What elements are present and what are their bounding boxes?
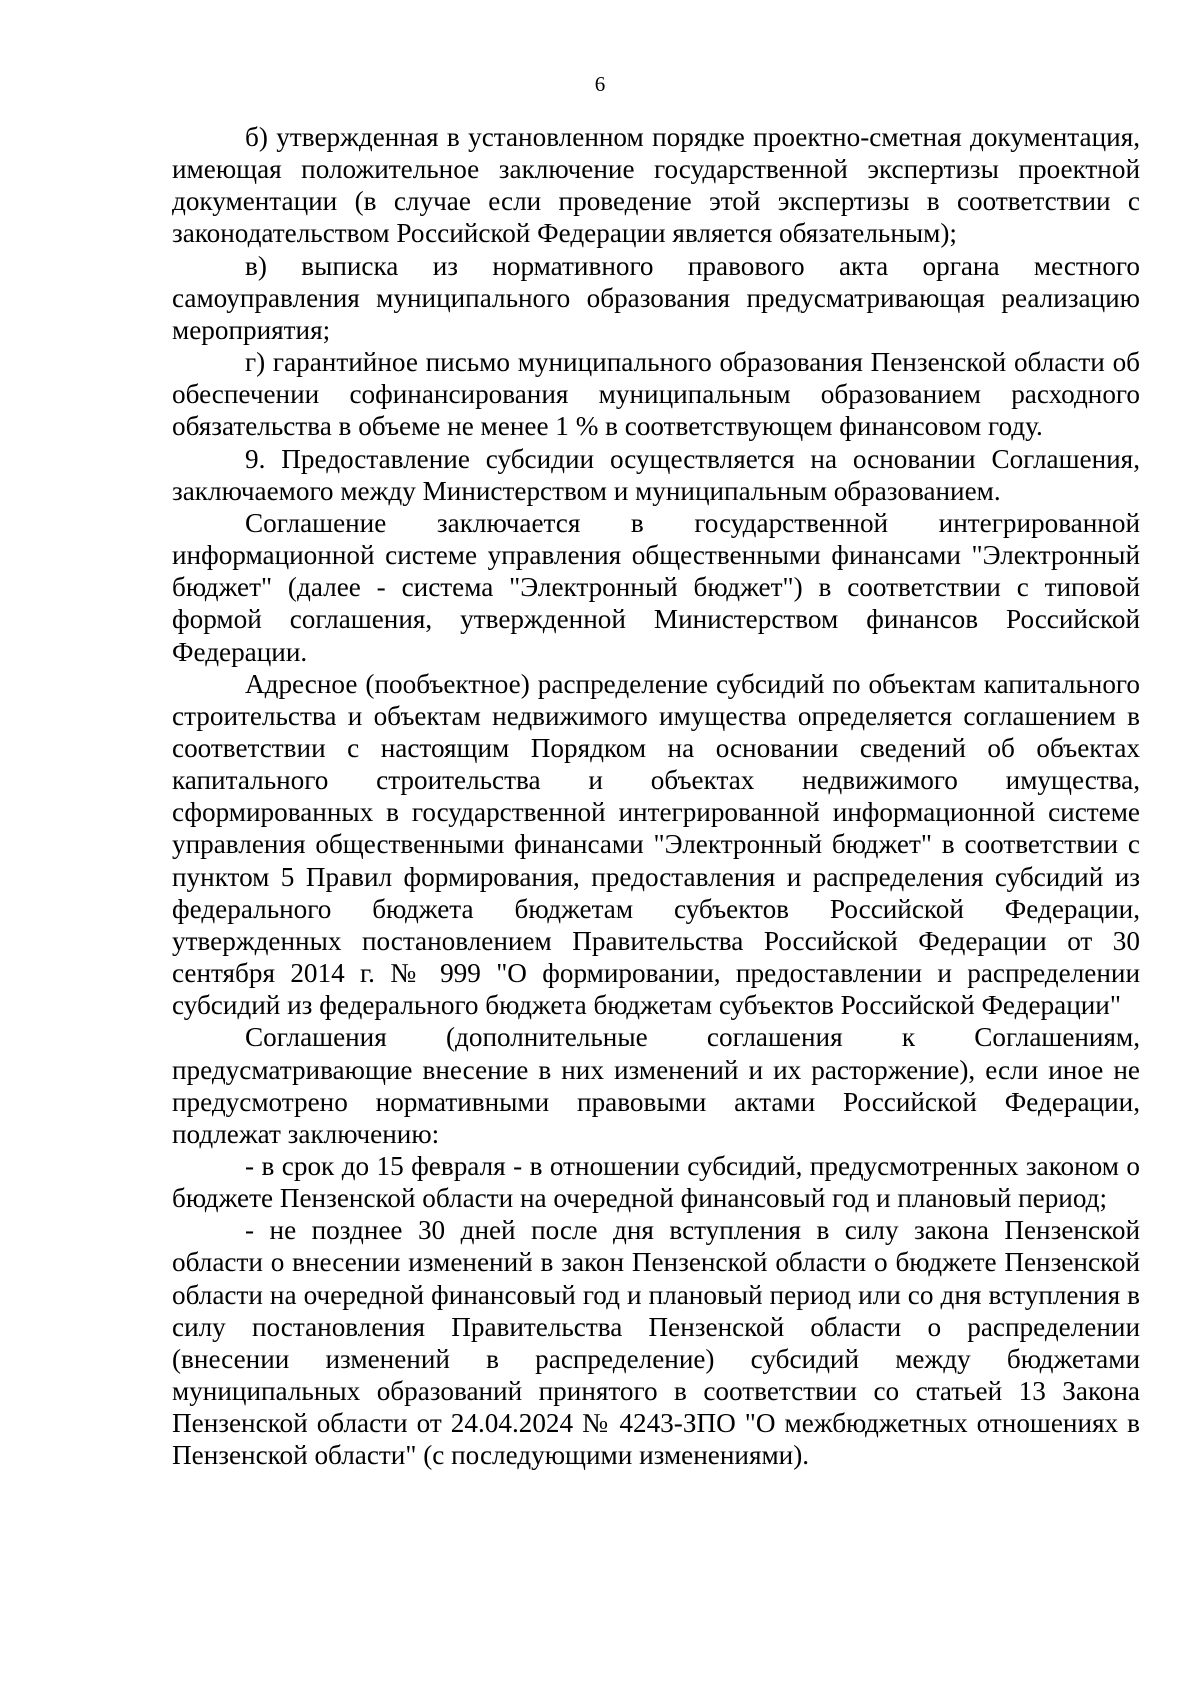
paragraph-item-g: г) гарантийное письмо муниципального образования Пензенской области об обеспечении софинансирования муниципальным образованием расходного обязательства в объеме не менее 1 % в соответствующем финансовом году. bbox=[172, 347, 1140, 442]
page-number: 6 bbox=[594, 72, 606, 96]
paragraph-agreement-system: Соглашение заключается в государственной интегрированной информационной системе управления общественными финансами "Электронный бюджет" (далее - система "Электронный бюджет") в соответствии с типовой формой соглашения, утвержденной Министерством финансов Российской Федерации. bbox=[172, 507, 1140, 667]
document-body bbox=[172, 121, 1140, 1472]
paragraph-item-b: б) утвержденная в установленном порядке проектно-сметная документация, имеющая положительное заключение государственной экспертизы проектной документации (в случае если проведение этой экспертизы в соответствии с законодательством Российской Федерации является обязательным); bbox=[172, 122, 1140, 249]
paragraph-deadline-30-days: - не позднее 30 дней после дня вступления в силу закона Пензенской области о внесении изменений в закон Пензенской области о бюджете Пензенской области на очередной финансовый год и плановый период или со дня вступления в силу постановления Правительства Пензенской области о распределении (внесении изменений в распределение) субсидий между бюджетами муниципальных образований принятого в соответствии со статьей 13 Закона Пензенской области от 24.04.2024 № 4243-ЗПО "О межбюджетных отношениях в Пензенской области" (с последующими изменениями). bbox=[172, 1215, 1140, 1471]
paragraph-address-distribution: Адресное (пообъектное) распределение субсидий по объектам капитального строительства и объектам недвижимого имущества определяется соглашением в соответствии с настоящим Порядком на основании сведений об объектах капитального строительства и объектах недвижимого имущества, сформированных в государственной интегрированной информационной системе управления общественными финансами "Электронный бюджет" в соответствии с пунктом 5 Правил формирования, предоставления и распределения субсидий из федерального бюджета бюджетам субъектов Российской Федерации, утвержденных постановлением Правительства Российской Федерации от 30 сентября 2014 г. № 999 "О формировании, предоставлении и распределении субсидий из федерального бюджета бюджетам субъектов Российской Федерации" bbox=[172, 668, 1140, 1021]
paragraph-clause-9: 9. Предоставление субсидии осуществляется на основании Соглашения, заключаемого между Министерством и муниципальным образованием. bbox=[172, 443, 1140, 506]
paragraph-deadline-february: - в срок до 15 февраля - в отношении субсидий, предусмотренных законом о бюджете Пензенской области на очередной финансовый год и плановый период; bbox=[172, 1151, 1140, 1214]
paragraph-agreements-deadlines: Соглашения (дополнительные соглашения к Соглашениям, предусматривающие внесение в них изменений и их расторжение), если иное не предусмотрено нормативными правовыми актами Российской Федерации, подлежат заключению: bbox=[172, 1022, 1140, 1149]
paragraph-item-v: в) выписка из нормативного правового акта органа местного самоуправления муниципального образования предусматривающая реализацию мероприятия; bbox=[172, 250, 1140, 345]
